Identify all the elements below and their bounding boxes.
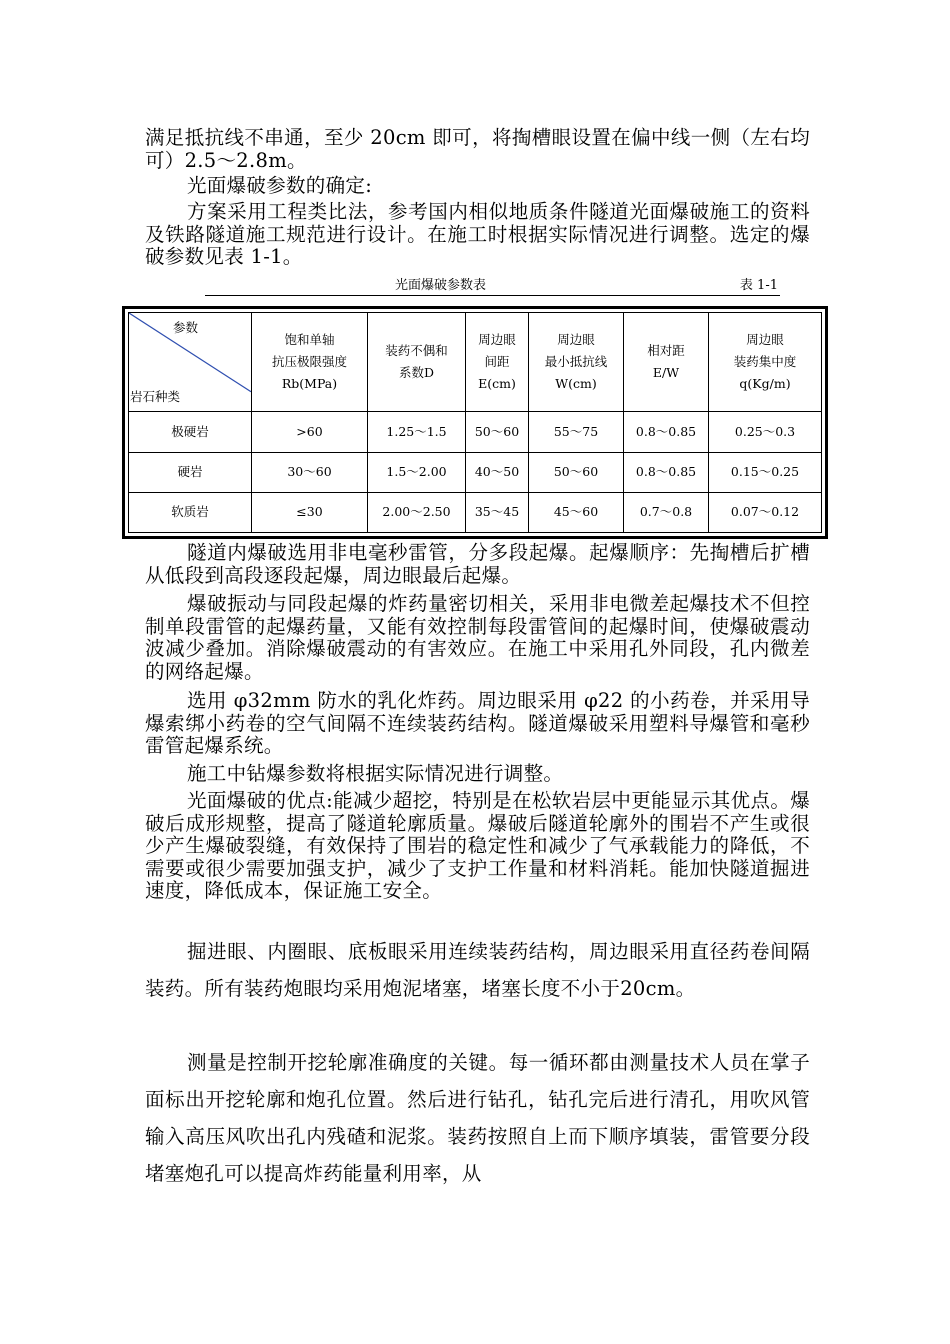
table-cell: 0.7～0.8	[624, 492, 709, 532]
column-header-decoupling	[368, 313, 466, 412]
corner-bottom-label: 岩石种类	[130, 389, 181, 405]
column-header-ratio	[624, 313, 709, 412]
column-header-line: q(Kg/m)	[739, 376, 791, 392]
column-header-line: 间距	[484, 354, 510, 370]
column-header-line: E(cm)	[478, 376, 516, 392]
column-header-concentration	[709, 313, 822, 412]
column-header-line: 周边眼	[746, 332, 784, 348]
table-title: 光面爆破参数表	[395, 278, 487, 293]
table-cell: >60	[252, 412, 368, 452]
paragraph-2: 光面爆破参数的确定:	[187, 174, 373, 197]
column-header-line: 周边眼	[478, 332, 516, 348]
table-cell: 1.5～2.00	[368, 452, 466, 492]
column-header-spacing	[466, 313, 529, 412]
table-cell: 0.07～0.12	[709, 492, 822, 532]
paragraph-1: 满足抵抗线不串通，至少 20cm 即可，将掏槽眼设置在偏中线一侧（左右均可）2.5～2.8m。	[145, 126, 810, 172]
paragraph-6: 选用 φ32mm 防水的乳化炸药。周边眼采用 φ22 的小药卷，并采用导爆索绑小药卷的空气间隔不连续装药结构。隧道爆破采用塑料导爆管和毫秒雷管起爆系统。	[145, 689, 810, 758]
parameter-table	[122, 306, 828, 539]
table-cell: 2.00～2.50	[368, 492, 466, 532]
column-header-line: 抗压极限强度	[271, 354, 347, 370]
table-cell: 0.25～0.3	[709, 412, 822, 452]
row-label-cell: 硬岩	[129, 452, 252, 492]
column-header-line: 系数D	[398, 365, 435, 381]
table-cell: 40～50	[466, 452, 529, 492]
table-cell: 1.25～1.5	[368, 412, 466, 452]
table-row	[129, 452, 822, 492]
table-cell: 55～75	[529, 412, 624, 452]
column-header-burden	[529, 313, 624, 412]
table-cell: 0.15～0.25	[709, 452, 822, 492]
row-label-cell: 极硬岩	[129, 412, 252, 452]
column-header-line: 相对距	[647, 343, 685, 359]
table-corner-header	[129, 313, 252, 412]
column-header-line: 最小抵抗线	[544, 354, 608, 370]
table-cell: ≤30	[252, 492, 368, 532]
paragraph-8: 光面爆破的优点:能减少超挖，特别是在松软岩层中更能显示其优点。爆破后成形规整，提高了隧道轮廓质量。爆破后隧道轮廓外的围岩不产生或很少产生爆破裂缝，有效保持了围岩的稳定性和减少了气承载能力的降低，不需要或很少需要加强支护，减少了支护工作量和材料消耗。能加快隧道掘进速度，降低成本，保证施工安全。	[145, 789, 810, 903]
table-cell: 35～45	[466, 492, 529, 532]
column-header-line: 装药不偶和	[385, 343, 448, 359]
table-cell: 0.8～0.85	[624, 452, 709, 492]
column-header-line: 饱和单轴	[284, 332, 335, 348]
paragraph-3: 方案采用工程类比法，参考国内相似地质条件隧道光面爆破施工的资料及铁路隧道施工规范进行设计。在施工时根据实际情况进行调整。选定的爆破参数见表 1-1。	[145, 200, 810, 269]
column-header-line: 装药集中度	[733, 354, 797, 370]
corner-top-label: 参数	[173, 320, 199, 335]
table-caption	[205, 278, 780, 296]
row-label-cell: 软质岩	[129, 492, 252, 532]
column-header-line: Rb(MPa)	[281, 376, 338, 392]
table-row	[129, 492, 822, 532]
paragraph-10: 测量是控制开挖轮廓准确度的关键。每一循环都由测量技术人员在掌子面标出开挖轮廓和炮孔位置。然后进行钻孔，钻孔完后进行清孔，用吹风管输入高压风吹出孔内残碴和泥浆。装药按照自上而下顺序填装，雷管要分段堵塞炮孔可以提高炸药能量利用率，从	[145, 1051, 810, 1185]
table-cell: 45～60	[529, 492, 624, 532]
paragraph-5: 爆破振动与同段起爆的炸药量密切相关，采用非电微差起爆技术不但控制单段雷管的起爆药量，又能有效控制每段雷管间的起爆时间，使爆破震动波减少叠加。消除爆破震动的有害效应。在施工中采用孔外同段，孔内微差的网络起爆。	[145, 592, 810, 683]
column-header-line: W(cm)	[555, 376, 597, 392]
table-cell: 50～60	[529, 452, 624, 492]
table-cell: 50～60	[466, 412, 529, 452]
column-header-strength	[252, 313, 368, 412]
paragraph-7: 施工中钻爆参数将根据实际情况进行调整。	[187, 762, 564, 785]
table-number: 表 1-1	[739, 278, 778, 293]
table-row	[129, 412, 822, 452]
table-header-row	[129, 313, 822, 412]
paragraph-9: 掘进眼、内圈眼、底板眼采用连续装药结构，周边眼采用直径药卷间隔装药。所有装药炮眼均采用炮泥堵塞，堵塞长度不小于20cm。	[145, 940, 810, 1000]
column-header-line: E/W	[652, 365, 680, 381]
table-cell: 30～60	[252, 452, 368, 492]
table-cell: 0.8～0.85	[624, 412, 709, 452]
column-header-line: 周边眼	[557, 332, 595, 348]
paragraph-4: 隧道内爆破选用非电毫秒雷管，分多段起爆。起爆顺序：先掏槽后扩槽从低段到高段逐段起爆，周边眼最后起爆。	[145, 541, 810, 587]
